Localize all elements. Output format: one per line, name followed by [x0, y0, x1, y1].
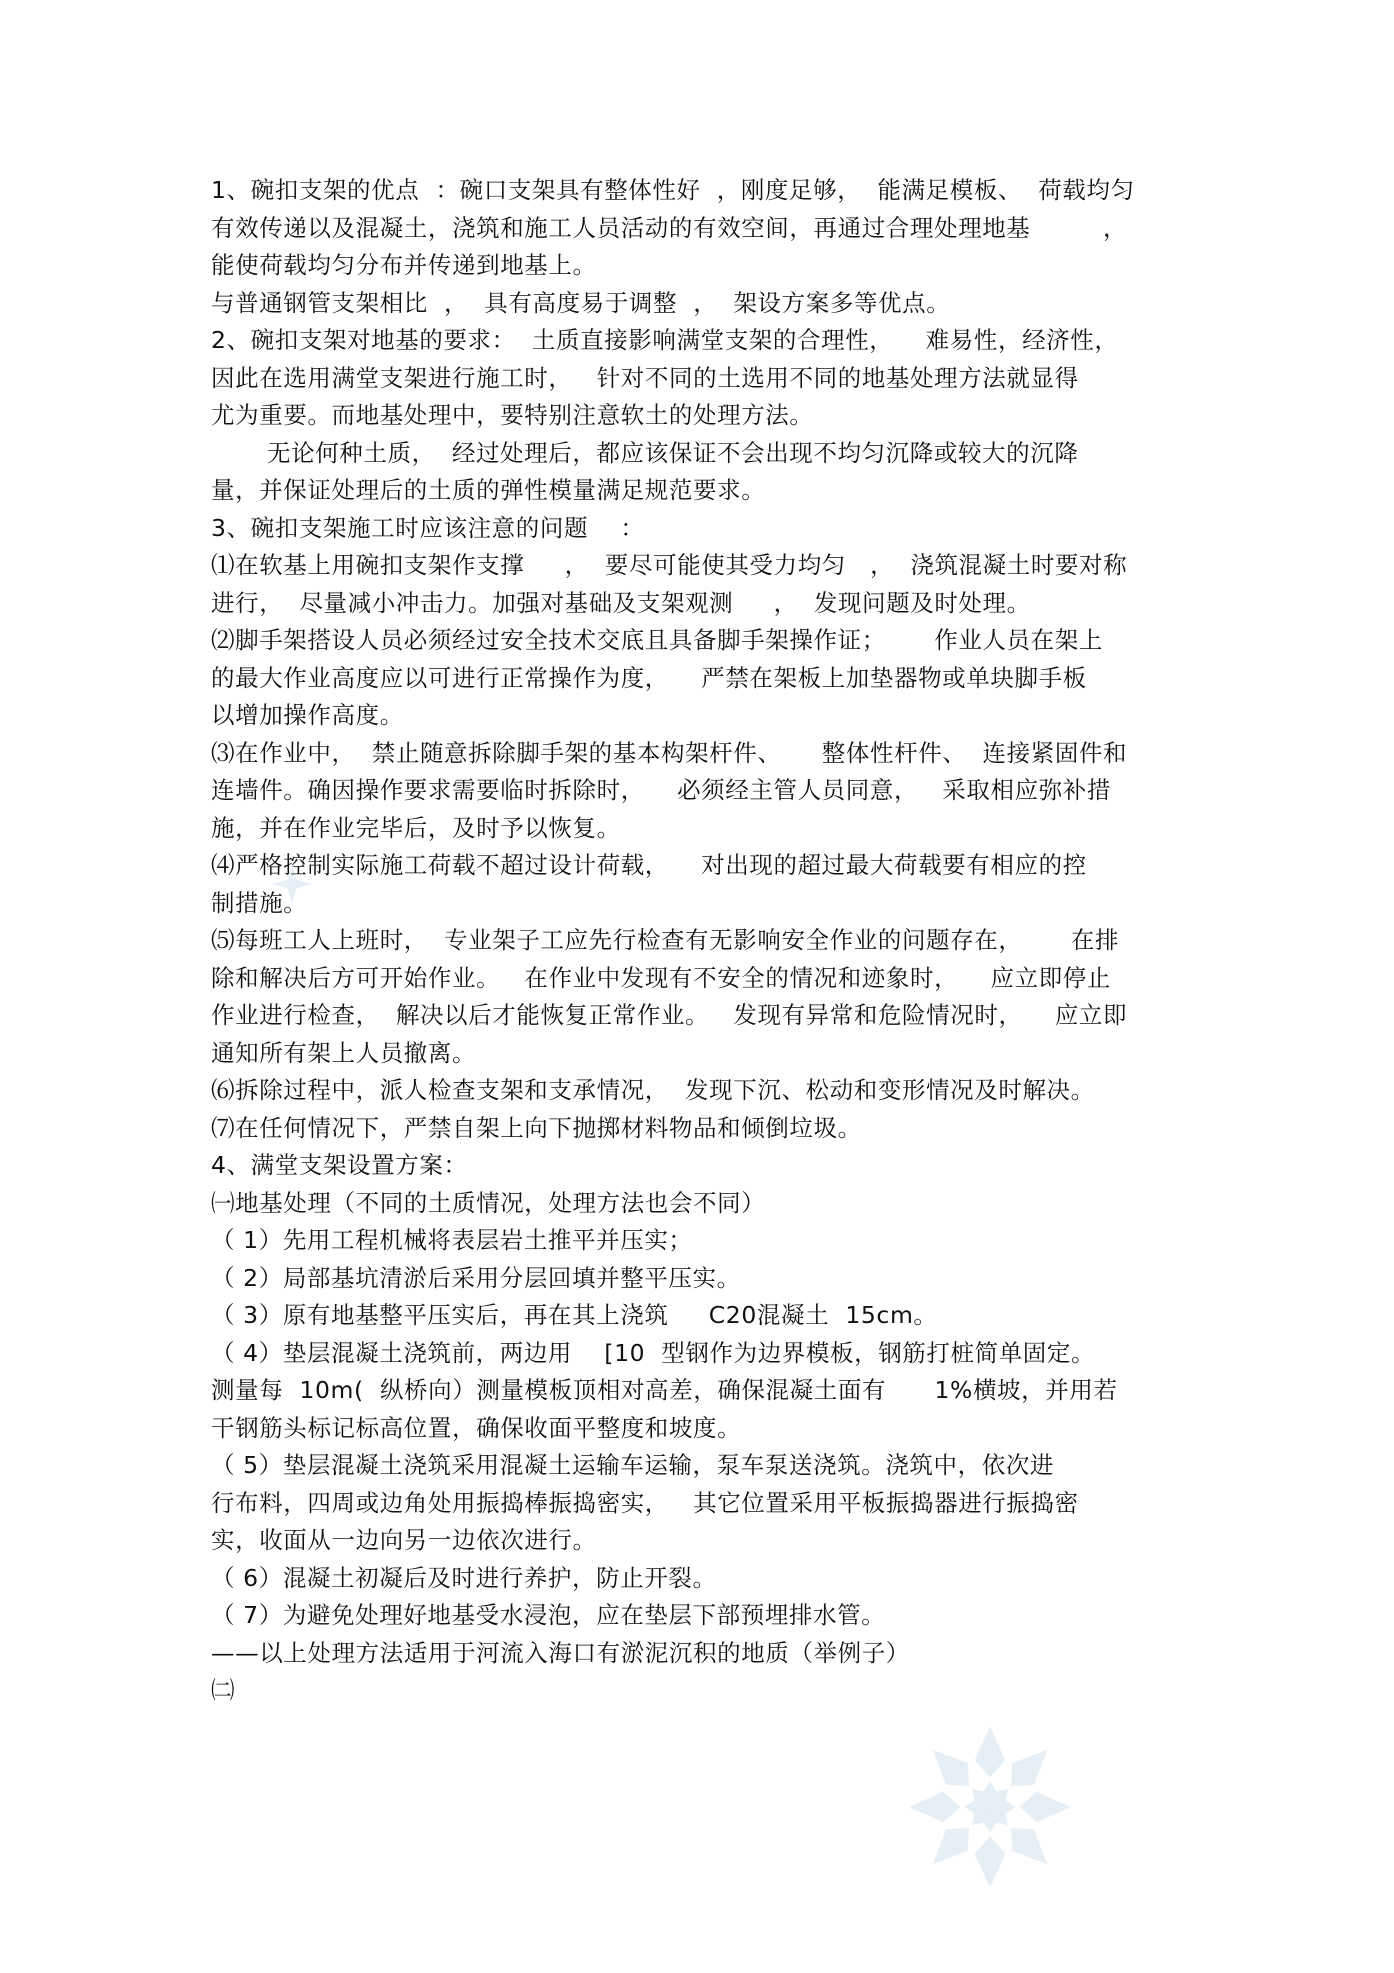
- text-line: 制措施。: [211, 888, 308, 917]
- text-line: 以增加操作高度。: [211, 701, 404, 729]
- text-line: ⑺在任何情况下，严禁自架上向下抛掷材料物品和倾倒垃圾。: [211, 1113, 862, 1142]
- text-line: ⑸每班工人上班时， 专业架子工应先行检查有无影响安全作业的问题存在， 在排: [211, 926, 1120, 954]
- text-line: 1、碗扣支架的优点 ：碗口支架具有整体性好 ，刚度足够， 能满足模板、 荷载均匀: [211, 176, 1135, 204]
- text-line: 行布料，四周或边角处用振捣棒振捣密实， 其它位置采用平板振捣器进行振捣密: [211, 1488, 1079, 1517]
- text-line: （ 6）混凝土初凝后及时进行养护，防止开裂。: [211, 1563, 717, 1592]
- text-line: （ 2）局部基坑清淤后采用分层回填并整平压实。: [211, 1263, 741, 1292]
- text-line: 量，并保证处理后的土质的弹性模量满足规范要求。: [211, 476, 766, 504]
- text-line: 3、碗扣支架施工时应该注意的问题 ：: [211, 513, 645, 542]
- snowflake-watermark-icon: [905, 1722, 1075, 1892]
- text-line: 2、碗扣支架对地基的要求： 土质直接影响满堂支架的合理性， 难易性，经济性，: [211, 326, 1119, 354]
- text-line: 与普通钢管支架相比 ， 具有高度易于调整 ， 架设方案多等优点。: [211, 288, 951, 317]
- text-line: （ 3）原有地基整平压实后，再在其上浇筑 C20混凝土 15cm。: [211, 1301, 938, 1329]
- text-line: （ 7）为避免处理好地基受水浸泡，应在垫层下部预埋排水管。: [211, 1601, 886, 1629]
- text-line: ㈡: [211, 1676, 236, 1704]
- text-line: （ 1）先用工程机械将表层岩土推平并压实；: [211, 1226, 693, 1254]
- text-line: 有效传递以及混凝土，浇筑和施工人员活动的有效空间，再通过合理处理地基 ，: [211, 213, 1128, 242]
- text-line: ——以上处理方法适用于河流入海口有淤泥沉积的地质（举例子）: [211, 1638, 910, 1667]
- text-line: ⑵脚手架搭设人员必须经过安全技术交底且具备脚手架操作证； 作业人员在架上: [211, 626, 1103, 654]
- text-line: ⑷严格控制实际施工荷载不超过设计荷载， 对出现的超过最大荷载要有相应的控: [211, 851, 1087, 879]
- text-line: 干钢筋头标记标高位置，确保收面平整度和坡度。: [211, 1413, 742, 1442]
- text-line: （ 4）垫层混凝土浇筑前，两边用 [10 型钢作为边界模板，钢筋打桩简单固定。: [211, 1338, 1096, 1367]
- text-line: 尤为重要。而地基处理中，要特别注意软土的处理方法。: [211, 401, 814, 429]
- text-line: 实，收面从一边向另一边依次进行。: [211, 1526, 597, 1554]
- text-line: 通知所有架上人员撤离。: [211, 1038, 477, 1067]
- text-line: ㈠地基处理（不同的土质情况，处理方法也会不同）: [211, 1188, 766, 1217]
- document-body: [211, 172, 1211, 1710]
- text-line: 测量每 10m( 纵桥向）测量模板顶相对高差，确保混凝土面有 1%横坡，并用若: [211, 1376, 1118, 1404]
- text-line: 无论何种土质， 经过处理后，都应该保证不会出现不均匀沉降或较大的沉降: [267, 438, 1079, 467]
- text-line: 作业进行检查， 解决以后才能恢复正常作业。 发现有异常和危险情况时， 应立即: [211, 1001, 1128, 1029]
- text-line: ⑴在软基上用碗扣支架作支撑 ， 要尽可能使其受力均匀 ， 浇筑混凝土时要对称: [211, 551, 1128, 579]
- text-line: 能使荷载均匀分布并传递到地基上。: [211, 251, 597, 279]
- text-line: 的最大作业高度应以可进行正常操作为度， 严禁在架板上加垫器物或单块脚手板: [211, 663, 1087, 692]
- text-line: 除和解决后方可开始作业。 在作业中发现有不安全的情况和迹象时， 应立即停止: [211, 963, 1111, 992]
- text-line: 4、满堂支架设置方案：: [211, 1151, 468, 1179]
- text-line: ⑶在作业中， 禁止随意拆除脚手架的基本构架杆件、 整体性杆件、 连接紧固件和: [211, 738, 1128, 767]
- text-line: 连墙件。确因操作要求需要临时拆除时， 必须经主管人员同意， 采取相应弥补措: [211, 776, 1111, 804]
- text-line: 施，并在作业完毕后，及时予以恢复。: [211, 813, 621, 842]
- text-line: 进行， 尽量减小冲击力。加强对基础及支架观测 ， 发现问题及时处理。: [211, 588, 1031, 617]
- text-line: 因此在选用满堂支架进行施工时， 针对不同的土选用不同的地基处理方法就显得: [211, 363, 1079, 392]
- text-line: ⑹拆除过程中，派人检查支架和支承情况， 发现下沉、松动和变形情况及时解决。: [211, 1076, 1095, 1104]
- text-line: （ 5）垫层混凝土浇筑采用混凝土运输车运输，泵车泵送浇筑。浇筑中，依次进: [211, 1451, 1055, 1479]
